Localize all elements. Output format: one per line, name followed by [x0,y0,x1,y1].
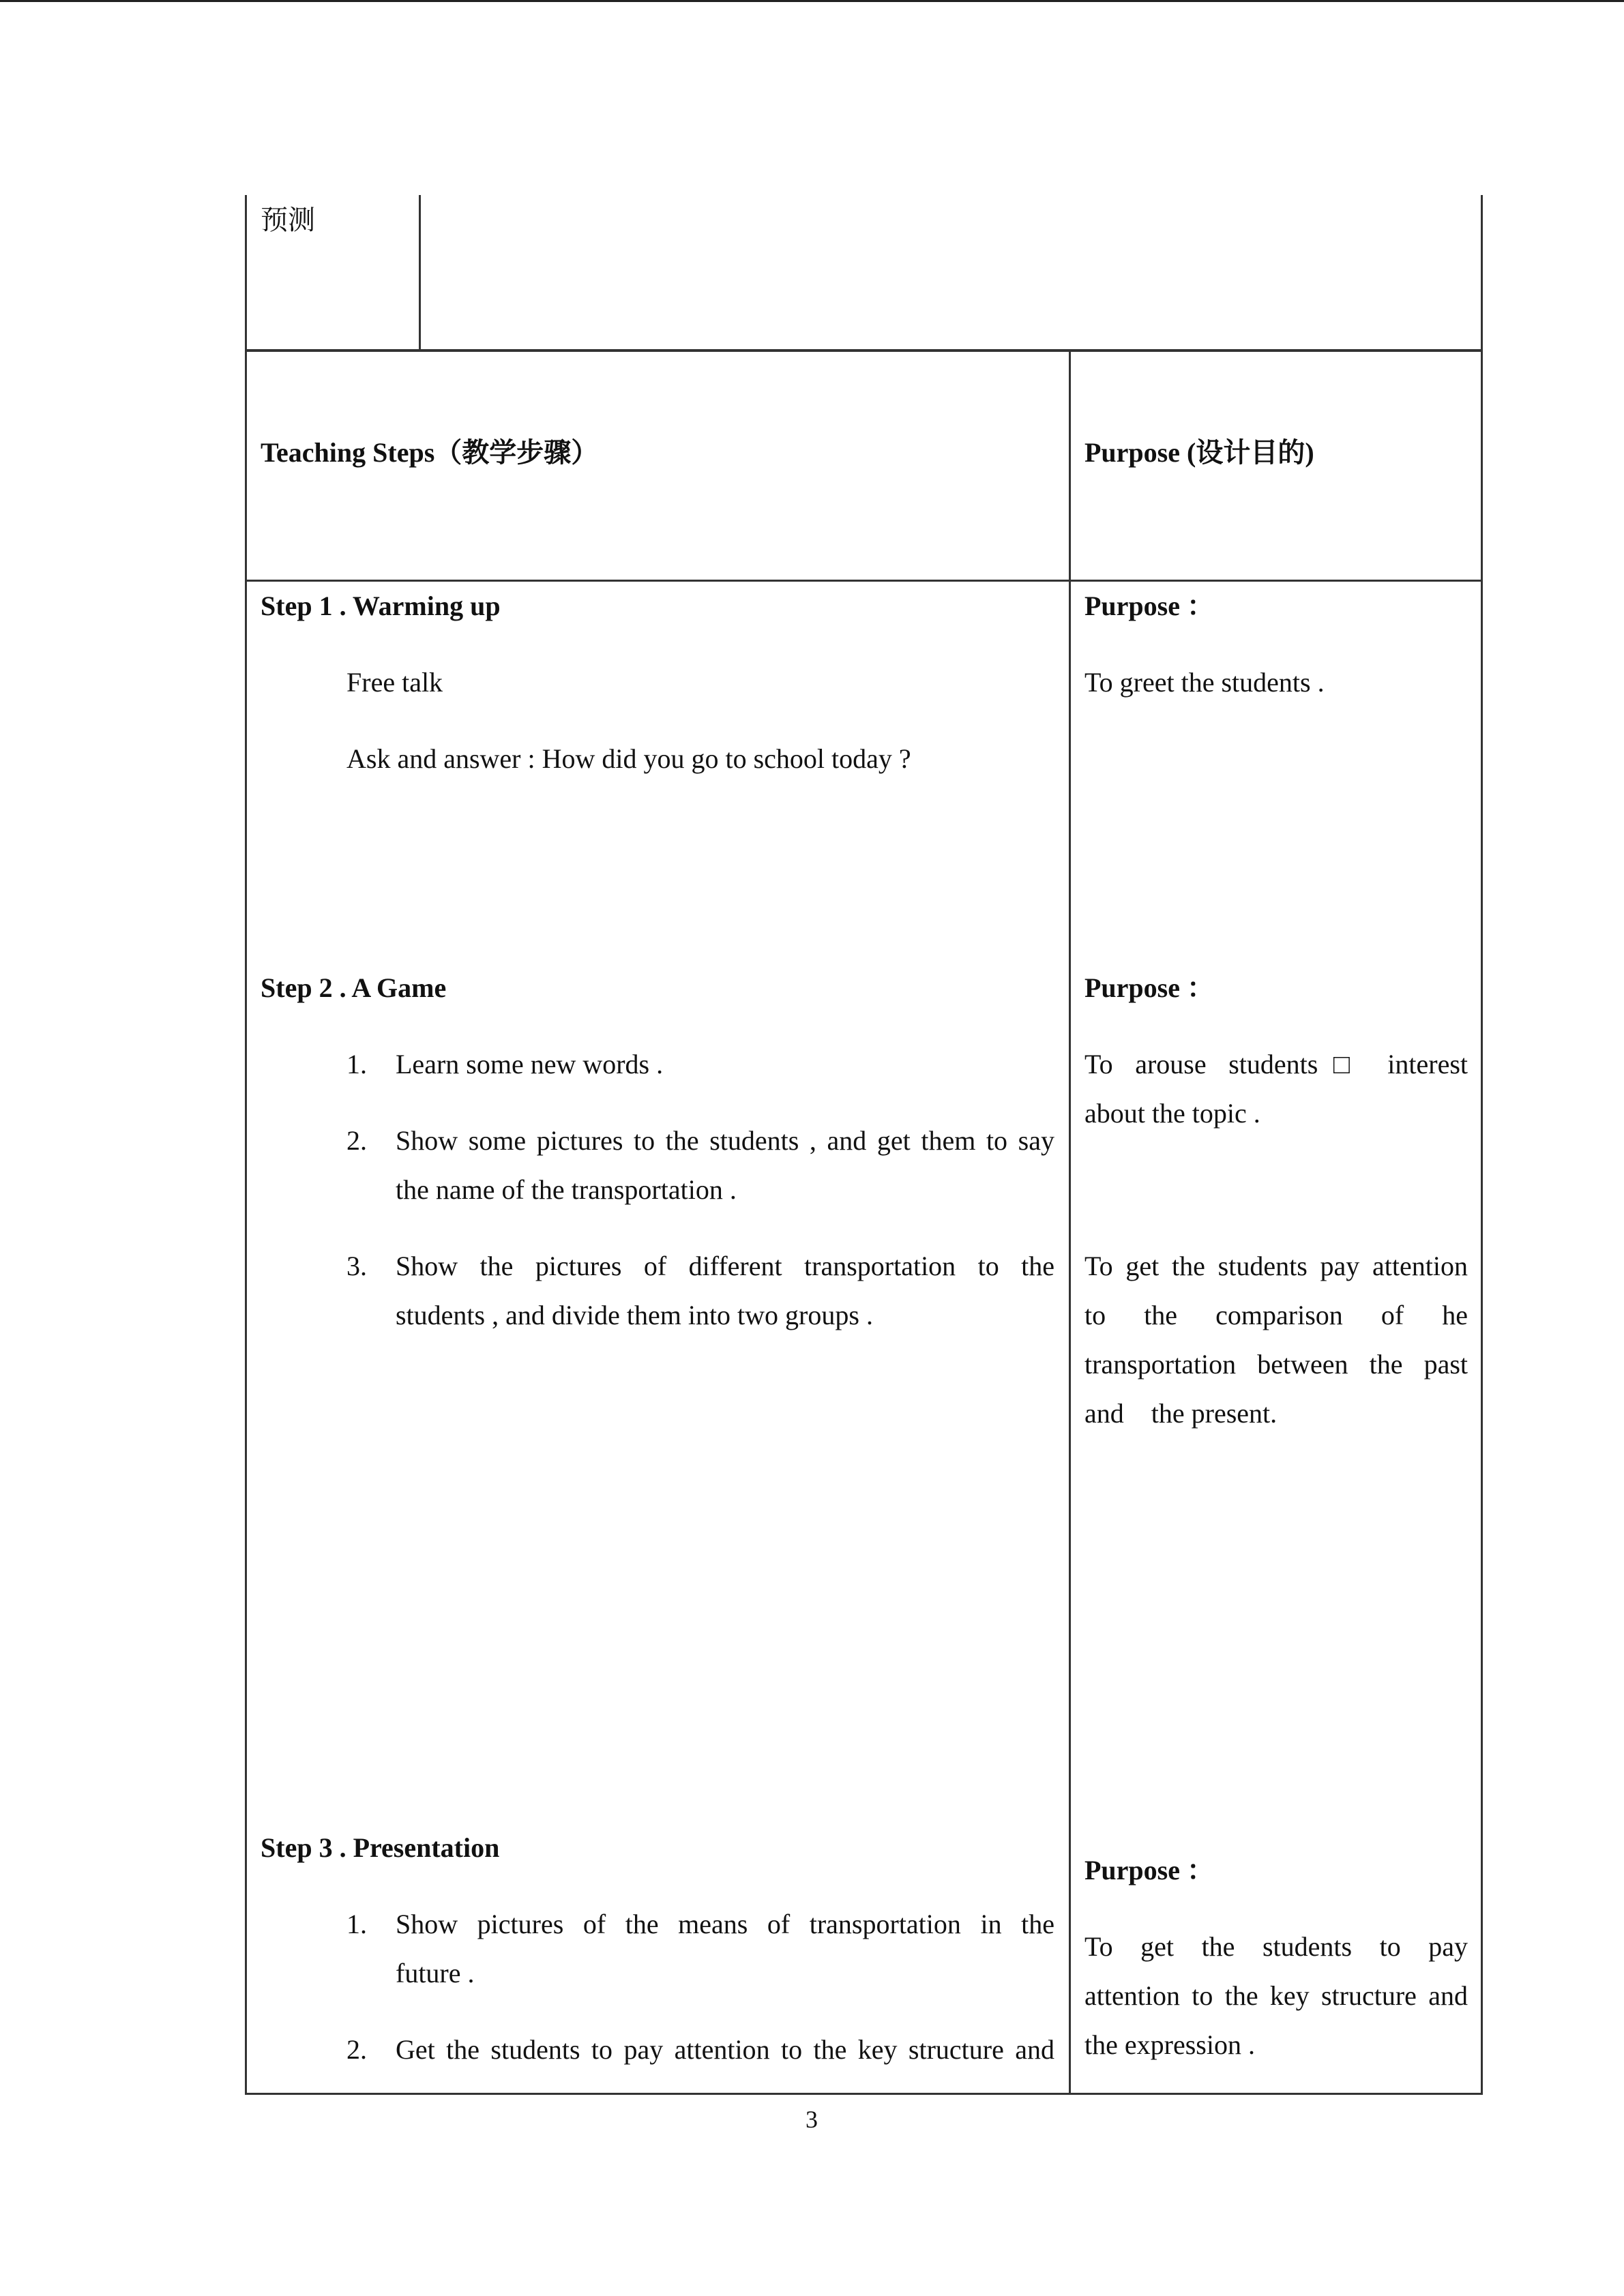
step3-item1-number: 1. [346,1909,367,1939]
step3-item2-number: 2. [346,2034,367,2065]
step2-item3-line2: students , and divide them into two groups . [396,1300,873,1330]
step2-purpose-b-line2: to the comparison of he [1084,1300,1468,1330]
step2-purpose-a-line1: To arouse students□ interest [1084,1049,1468,1079]
step2-purpose-b-line4: and the present. [1084,1398,1278,1429]
step3-purpose-line3: the expression . [1084,2029,1255,2060]
step3-item1-line1: Show pictures of the means of transportation in the [396,1909,1054,1939]
step2-item2-line2: the name of the transportation . [396,1174,737,1205]
table-bottom-rule [245,2093,1483,2095]
column-divider [1069,349,1071,2095]
step3-item2-line1: Get the students to pay attention to the key structure and [396,2034,1054,2065]
step3-purpose-line1: To get the students to pay [1084,1931,1468,1962]
step1-title: Step 1 . Warming up [261,591,501,621]
step2-purpose-a-line2: about the topic . [1084,1098,1260,1129]
step2-purpose-b-line3: transportation between the past [1084,1349,1468,1380]
step1-purpose-label: Purpose ： [1084,591,1214,621]
step2-item1-number: 1. [346,1049,367,1079]
step2-purpose-label: Purpose ： [1084,972,1214,1003]
step2-item3-number: 3. [346,1251,367,1281]
header-top-rule [245,349,1483,352]
step2-item1-line1: Learn some new words . [396,1049,664,1079]
table-right-border [1481,195,1483,2095]
step2-title: Step 2 . A Game [261,972,447,1003]
step3-purpose-label: Purpose ： [1084,1855,1214,1885]
step1-line-free-talk: Free talk [346,667,443,698]
teaching-steps-header: Teaching Steps（教学步骤） [261,437,599,468]
top-section-label: 预测 [261,205,315,236]
top-section-divider [419,195,421,349]
step3-title: Step 3 . Presentation [261,1832,500,1863]
step3-item1-line2: future . [396,1958,475,1988]
step2-purpose-b-line1: To get the students pay attention [1084,1251,1468,1281]
page-number: 3 [806,2106,818,2133]
step1-purpose-text: To greet the students . [1084,667,1325,698]
purpose-header: Purpose (设计目的) [1084,437,1314,468]
lesson-plan-table [245,195,1483,2095]
step3-purpose-line2: attention to the key structure and [1084,1980,1468,2011]
step2-item2-number: 2. [346,1125,367,1156]
step2-item3-line1: Show the pictures of different transportation to the [396,1251,1054,1281]
step2-item2-line1: Show some pictures to the students , and get them to say [396,1125,1054,1156]
page-top-rule [0,0,1624,2]
table-left-border [245,195,247,2095]
step1-line-ask-answer: Ask and answer : How did you go to school today ? [346,743,911,774]
